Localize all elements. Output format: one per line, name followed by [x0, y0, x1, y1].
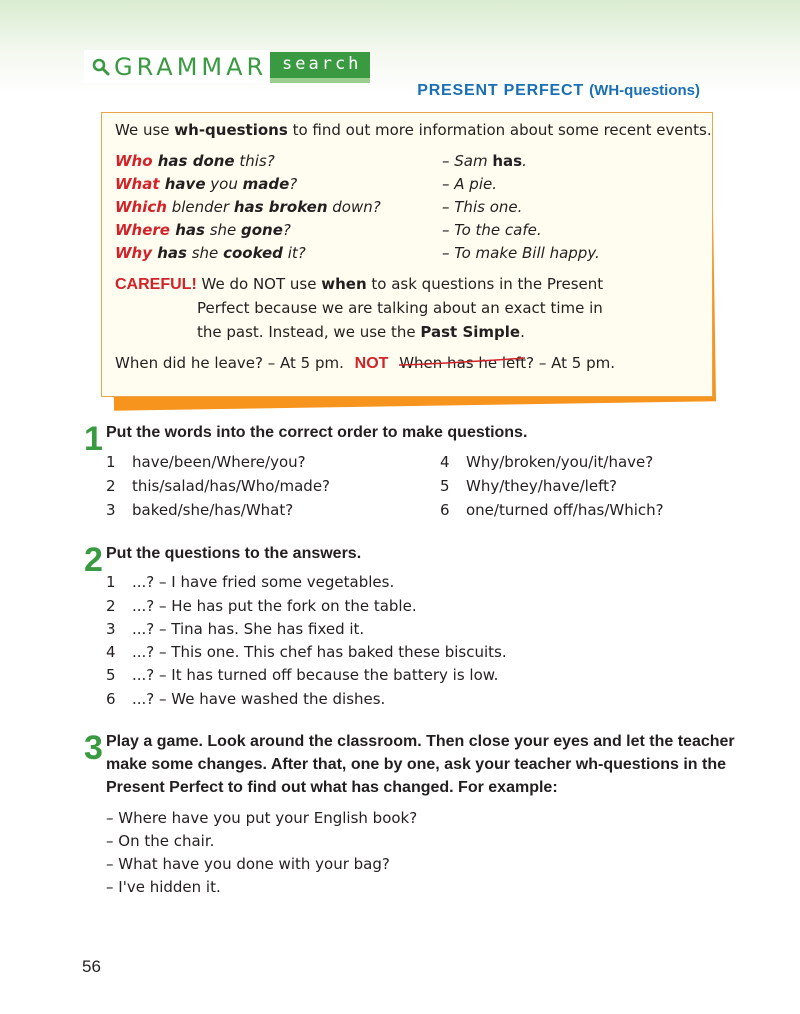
- intro-text: We use wh-questions to find out more information about some recent events.: [115, 121, 712, 139]
- exercise-2-number: 2: [84, 541, 103, 579]
- struck-out-phrase: When has he left: [399, 354, 527, 372]
- subtitle-paren: (WH-questions): [589, 82, 700, 99]
- example-answer-1: – Sam has.: [442, 152, 527, 170]
- page-number: 56: [82, 957, 101, 976]
- careful-line-3: the past. Instead, we use the Past Simple.: [197, 323, 525, 341]
- exercise-1-item: 2 this/salad/has/Who/made?: [106, 477, 331, 495]
- example-question-2: What have you made?: [115, 175, 298, 193]
- exercise-3-instruction: Play a game. Look around the classroom. Then close your eyes and let the teacher make some changes. After that, one by one, ask your teacher wh-questions in the Present Perfect to find out what has changed. For example:: [106, 733, 735, 796]
- example-answer-5: – To make Bill happy.: [442, 244, 600, 262]
- magnifier-icon: [92, 58, 110, 76]
- exercise-2-item: 1 ...? – I have fried some vegetables.: [106, 573, 395, 591]
- dialogue-line: – Where have you put your English book?: [106, 809, 418, 827]
- example-question-5: Why has she cooked it?: [115, 244, 306, 262]
- exercise-1-instruction: Put the words into the correct order to make questions.: [106, 424, 528, 441]
- grammar-label-box: [84, 50, 270, 83]
- exercise-1-item: 3 baked/she/has/What?: [106, 501, 294, 519]
- exercise-1-number: 1: [84, 420, 103, 458]
- exercise-2-item: 2 ...? – He has put the fork on the table.: [106, 597, 417, 615]
- exercise-1-item: 5 Why/they/have/left?: [440, 477, 617, 495]
- example-answer-3: – This one.: [442, 198, 523, 216]
- example-question-3: Which blender has broken down?: [115, 198, 381, 216]
- example-question-1: Who has done this?: [115, 152, 275, 170]
- exercise-1-item: 1 have/been/Where/you?: [106, 453, 306, 471]
- careful-line-2: Perfect because we are talking about an exact time in: [197, 299, 603, 317]
- grammar-search-tab: [84, 50, 370, 83]
- search-word: search: [282, 54, 362, 74]
- page-subtitle: [417, 82, 700, 100]
- exercise-2-instruction: Put the questions to the answers.: [106, 545, 362, 562]
- exercise-3-number: 3: [84, 729, 103, 767]
- grammar-box: [101, 112, 713, 397]
- exercise-1-item: 6 one/turned off/has/Which?: [440, 501, 664, 519]
- exercise-1-item: 4 Why/broken/you/it/have?: [440, 453, 654, 471]
- grammar-word: GRAMMAR: [114, 53, 268, 81]
- exercise-2-item: 5 ...? – It has turned off because the battery is low.: [106, 666, 499, 684]
- exercise-2-item: 4 ...? – This one. This chef has baked these biscuits.: [106, 643, 507, 661]
- not-label: NOT: [354, 355, 389, 372]
- example-question-4: Where has she gone?: [115, 221, 291, 239]
- example-answer-2: – A pie.: [442, 175, 497, 193]
- search-label-box: [270, 52, 370, 78]
- dialogue-line: – I've hidden it.: [106, 878, 221, 896]
- example-answer-4: – To the cafe.: [442, 221, 542, 239]
- exercise-2-item: 6 ...? – We have washed the dishes.: [106, 690, 386, 708]
- careful-line-1: CAREFUL! We do NOT use when to ask questions in the Present: [115, 275, 604, 293]
- strikethrough-mark: [397, 355, 527, 373]
- when-example-line: When did he leave? – At 5 pm. NOT When has he left ? – At 5 pm.: [115, 354, 615, 372]
- dialogue-line: – What have you done with your bag?: [106, 855, 390, 873]
- dialogue-line: – On the chair.: [106, 832, 215, 850]
- subtitle-main: PRESENT PERFECT: [417, 82, 584, 99]
- exercise-2-item: 3 ...? – Tina has. She has fixed it.: [106, 620, 365, 638]
